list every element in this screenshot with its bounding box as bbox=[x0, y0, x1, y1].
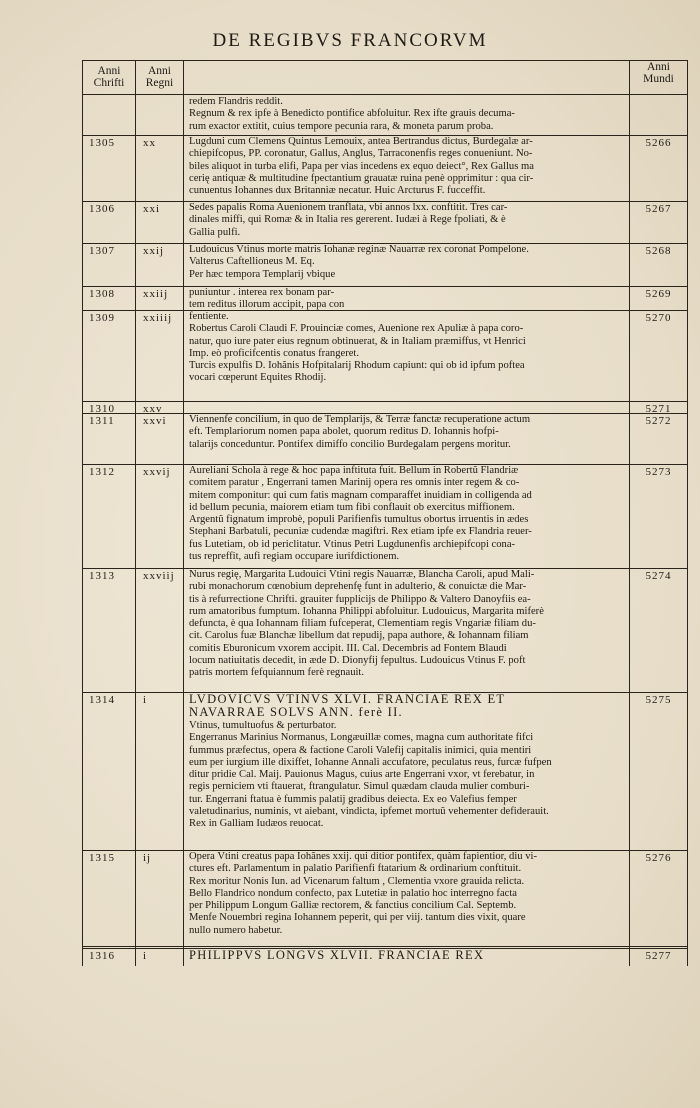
entry-text-line: Menfe Nouembri regina Iohannem peperit, qui per viij. tantum dies vixit, quare bbox=[189, 912, 526, 924]
regnal-year-cell: xxvij bbox=[143, 466, 171, 478]
entry-text-line: Viennenfe concilium, in quo de Templarijs, & Terræ fanctæ recuperatione actum bbox=[189, 414, 531, 425]
entry-text-line: Bello Flandrico nondum confecto, pax Lutetiæ in palatio hoc interregno facta bbox=[189, 887, 518, 899]
entry-text-line: patris mortem fefquiannum ferè regnauit. bbox=[189, 667, 365, 679]
regnal-year-cell: i bbox=[143, 694, 148, 706]
entry-text-line: cerię antiquæ & multitudine fpectantium grauatæ ruina penè opprimitur : qua cir- bbox=[189, 172, 534, 184]
entry-text bbox=[189, 465, 627, 563]
entry-text-line: Aureliani Schola à rege & hoc papa inftituta fuit. Bellum in Robertũ Flandriæ bbox=[189, 465, 519, 476]
column-rule-regni bbox=[183, 61, 184, 966]
column-rule-text bbox=[629, 61, 630, 966]
entry-text-line: Valterus Caftellioneus M. Eq. bbox=[189, 256, 315, 268]
anno-mundi-cell: 5269 bbox=[645, 288, 672, 300]
entry-text-line: eum per iurgium ille dixiffet, Iohanne Annali accufatore, peculatus reus, furcæ fufpen bbox=[189, 756, 552, 768]
entry-text-line: Lugduni cum Clemens Quintus Lemouix, antea Bertrandus dictus, Burdegalæ ar- bbox=[189, 136, 533, 147]
entry-text-line: Ludouicus Vtinus morte matris Iohanæ reginæ Nauarræ rex coronat Pompelone. bbox=[189, 244, 529, 255]
year-cell: 1305 bbox=[89, 137, 115, 149]
column-rule-christi bbox=[135, 61, 136, 966]
regnal-year-cell: i bbox=[143, 950, 148, 962]
entry-text-line: Turcis expulfis D. Iohãnis Hofpitalarij Rhodum capiunt: qui ob id ipfum poftea bbox=[189, 360, 525, 372]
regnal-year-cell: xxiiij bbox=[143, 312, 173, 324]
entry-text-line: nullo numero habetur. bbox=[189, 924, 283, 936]
entry-text-line: per Philippum Longum Galliæ rectorem, & fanctius concilium Cal. Septemb. bbox=[189, 900, 517, 912]
entry-text-line: defuncta, è qua Iohannam filiam fufceperat, Clementiam regis Vngariæ filiam du- bbox=[189, 618, 536, 630]
regnal-year-cell: ij bbox=[143, 852, 152, 864]
anno-mundi-cell: 5268 bbox=[645, 245, 672, 257]
anno-mundi-cell: 5272 bbox=[645, 415, 672, 427]
anno-mundi-cell: 5275 bbox=[645, 694, 672, 706]
entry-text bbox=[189, 136, 627, 197]
entry-text-line: locum natiuitatis decedit, in æde D. Dionyfij fepultus. Ludouicus Vtinus F. poft bbox=[189, 655, 526, 667]
entry-text-line: Regnum & rex ipfe à Benedicto pontifice abfoluitur. Rex ifte grauis decuma- bbox=[189, 108, 515, 120]
entry-text-line: puniuntur . interea rex bonam par- bbox=[189, 287, 335, 298]
entry-text bbox=[189, 851, 627, 937]
entry-text-line: Rex in Galliam Iudæos reuocat. bbox=[189, 818, 324, 830]
anno-mundi-cell: 5274 bbox=[645, 570, 672, 582]
entry-text-line: Nurus regię, Margarita Ludouici Vtini regis Nauarræ, Blancha Caroli, apud Mali- bbox=[189, 569, 535, 580]
entry-text-line: valetudinarius, numinis, vt aiebant, vindicta, ipfemet mortuũ vehementer defiderauit. bbox=[189, 806, 549, 818]
entry-text-line: fentiente. bbox=[189, 311, 229, 322]
header-anni-regni-line1: Anni bbox=[148, 65, 171, 77]
entry-text-line: Engerranus Marinius Normanus, Longæuillæ comes, magna cum authoritate fifci bbox=[189, 732, 534, 744]
anno-mundi-cell: 5267 bbox=[645, 203, 672, 215]
entry-text bbox=[189, 202, 627, 239]
running-head: DE REGIBVS FRANCORVM bbox=[212, 30, 488, 51]
entry-text-line: comitis Eburonicum vxorem accipit. III. Cal. Decembris ad Fontem Blaudi bbox=[189, 642, 507, 654]
entry-text-line: tis à refurrectione Chrifti. grauiter fupplicijs de Philippo & Valtero Danoyfiis ea- bbox=[189, 593, 531, 605]
anno-mundi-cell: 5273 bbox=[645, 466, 672, 478]
entry-text-line: fus Lutetiam, ob id periclitatur. Vtinus Petri Lugdunenfis archiepifcopi cona- bbox=[189, 538, 516, 550]
row-rule bbox=[83, 401, 687, 402]
entry-text-line: comitem paratur , Engerrani tamen Marinij opera res omnis inter regem & co- bbox=[189, 477, 520, 489]
anno-mundi-cell: 5270 bbox=[645, 312, 672, 324]
entry-text-line: ctures eft. Parlamentum in palatio Parifienfi ftatarium & ordinarium conftituit. bbox=[189, 863, 522, 875]
entry-text bbox=[189, 311, 627, 385]
reign-heading bbox=[189, 949, 627, 962]
entry-text-line: Opera Vtini creatus papa Iohãnes xxij. qui ditior pontifex, quàm fapientior, diu vi- bbox=[189, 851, 538, 862]
reign-heading-line: NAVARRAE SOLVS ANN. ferè II. bbox=[189, 706, 403, 719]
entry-text-line: cit. Carolus fuæ Blanchæ libellum dat repudij, papa authore, & Iohannam filiam bbox=[189, 630, 529, 642]
entry-text bbox=[189, 569, 627, 680]
entry-text-line: vocari cœperunt Equites Rhodij. bbox=[189, 372, 327, 384]
entry-text-line: rum exactor extitit, cuius tempore pecunia rara, & moneta parum proba. bbox=[189, 120, 494, 132]
year-cell: 1314 bbox=[89, 694, 115, 706]
entry-text-line: rum amatoribus fumptum. Iohanna Philippi abfoluitur. Ludouicus, Margarita miferè bbox=[189, 605, 544, 617]
year-cell: 1312 bbox=[89, 466, 115, 478]
entry-text-line: rubi monachorum cœnobium deprehenfę funt in adulterio, & conuictæ die Mar- bbox=[189, 581, 527, 593]
entry-text-line: mitem componitur: qui cum fatis magnam comparaffet inuidiam in colligenda ad bbox=[189, 489, 532, 501]
table-bottom-rule bbox=[83, 946, 687, 947]
entry-text-line: Gallia pulfi. bbox=[189, 226, 241, 238]
header-anni-mundi-line2: Mundi bbox=[643, 73, 674, 85]
header-anni-regni bbox=[136, 65, 183, 89]
entry-text-line: regis perniciem vti ftauerat, ftrangulatur. Simul quædam clauda mulier comburi- bbox=[189, 781, 530, 793]
anno-mundi-cell: 5271 bbox=[645, 403, 672, 415]
header-rule bbox=[83, 94, 687, 95]
year-cell: 1311 bbox=[89, 415, 115, 427]
entry-text bbox=[189, 244, 627, 281]
year-cell: 1306 bbox=[89, 203, 115, 215]
reign-heading-line: PHILIPPVS LONGVS XLVII. FRANCIAE REX bbox=[189, 949, 485, 962]
anno-mundi-cell: 5266 bbox=[645, 137, 672, 149]
year-cell: 1313 bbox=[89, 570, 115, 582]
header-anni-mundi bbox=[630, 61, 687, 85]
entry-text-line: redem Flandris reddit. bbox=[189, 96, 283, 107]
regnal-year-cell: xxi bbox=[143, 203, 161, 215]
regnal-year-cell: xxij bbox=[143, 245, 165, 257]
reign-heading bbox=[189, 693, 627, 719]
entry-text-line: biles aliquot in turba elifi, Papa per vias incedens ex equo deiect°, Rex Gallus ma bbox=[189, 160, 534, 172]
header-anni-christi-line1: Anni bbox=[97, 65, 121, 77]
entry-text bbox=[189, 96, 627, 133]
entry-text-line: Imp. eò proficifcentis conatus frangeret. bbox=[189, 347, 360, 359]
anno-mundi-cell: 5277 bbox=[645, 950, 672, 962]
entry-text-line: Argentũ fignatum improbè, populi Parifienfis tumultus obortus irruentis in ædes bbox=[189, 514, 529, 526]
entry-text-line: cunuentus Iohannes dux Britanniæ necatur. Huic Arcturus F. fucceffit. bbox=[189, 185, 486, 197]
regnal-year-cell: xx bbox=[143, 137, 156, 149]
entry-text-line: natur, quo iure pater eius regnum obtinuerat, & in Italiam præmiffus, vt Henrici bbox=[189, 335, 526, 347]
regnal-year-cell: xxvi bbox=[143, 415, 167, 427]
entry-text-line: Stephani Barbatuli, pecuniæ cudendæ magiftri. Rex etiam ipfe ex Flandria reuer- bbox=[189, 526, 532, 538]
entry-text-line: tur. Engerrani ftatua è fummis palatij gradibus deiecta. Ex eo Valefius femper bbox=[189, 793, 517, 805]
header-anni-mundi-line1: Anni bbox=[647, 61, 670, 73]
entry-text-line: tem reditus illorum accipit, papa con bbox=[189, 299, 345, 311]
year-cell: 1307 bbox=[89, 245, 115, 257]
anno-mundi-cell: 5276 bbox=[645, 852, 672, 864]
entry-text-line: Per hæc tempora Templarij vbique bbox=[189, 268, 336, 280]
year-cell: 1310 bbox=[89, 403, 115, 415]
entry-text-line: Vtinus, tumultuofus & perturbator. bbox=[189, 720, 337, 731]
entry-text-line: Sedes papalis Roma Auenionem tranflata, vbi annos lxx. conftitit. Tres car- bbox=[189, 202, 508, 213]
entry-text-line: chiepifcopus, PP. coronatur, Gallus, Anglus, Tarraconenfis reges conueniunt. No- bbox=[189, 148, 533, 160]
reign-heading-line: LVDOVICVS VTINVS XLVI. FRANCIAE REX ET bbox=[189, 693, 506, 706]
entry-text bbox=[189, 720, 627, 831]
year-cell: 1308 bbox=[89, 288, 115, 300]
entry-text bbox=[189, 414, 627, 451]
regnal-year-cell: xxviij bbox=[143, 570, 175, 582]
entry-text bbox=[189, 287, 627, 312]
entry-text-line: tus repreffit, aufi regiam occupare iurifdictionem. bbox=[189, 551, 400, 563]
entry-text-line: eft. Templariorum nomen papa abolet, quorum reditus D. Iohannis hofpi- bbox=[189, 426, 499, 438]
year-cell: 1315 bbox=[89, 852, 115, 864]
entry-text-line: Robertus Caroli Claudi F. Prouinciæ comes, Auenione rex Apuliæ à papa coro- bbox=[189, 323, 524, 335]
year-cell: 1316 bbox=[89, 950, 115, 962]
header-anni-regni-line2: Regni bbox=[145, 77, 174, 89]
entry-text-line: dinales miffi, qui Romæ & in Italia res gererent. Iudæi à Rege fpoliati, & è bbox=[189, 214, 506, 226]
year-cell: 1309 bbox=[89, 312, 115, 324]
header-anni-christi bbox=[83, 65, 135, 89]
regnal-year-cell: xxiij bbox=[143, 288, 169, 300]
regnal-year-cell: xxv bbox=[143, 403, 163, 415]
header-anni-christi-line2: Chrifti bbox=[93, 77, 125, 89]
entry-text-line: id bellum pecunia, maiorem etiam tum fibi conflauit ob exercitus miffionem. bbox=[189, 501, 515, 513]
entry-text-line: ditur pridie Cal. Maij. Pauionus Magus, cuius arte Engerrani vxor, vt ferebatur, in bbox=[189, 769, 535, 781]
entry-text-line: talarijs conceduntur. Pontifex dimiffo concilio Burdegalam pergens moritur. bbox=[189, 438, 511, 450]
entry-text-line: fummus præfectus, opera & factione Caroli Valefij capitalis inimici, quia mentiri bbox=[189, 744, 532, 756]
chronology-table bbox=[82, 60, 688, 966]
entry-text-line: Rex moritur Nonis Iun. ad Vicenarum faltum , Clementia vxore grauida relicta. bbox=[189, 875, 525, 887]
